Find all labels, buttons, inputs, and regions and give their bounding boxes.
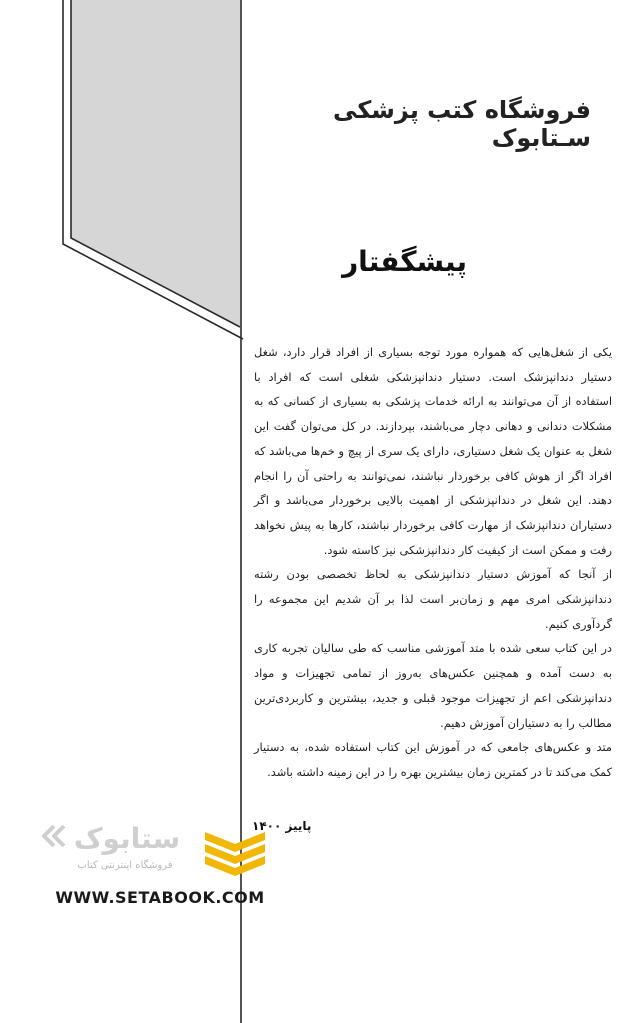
book-stack-icon (205, 832, 265, 876)
gray-side-panel (71, 0, 240, 327)
website-url: WWW.SETABOOK.COM (55, 888, 265, 907)
signature-date: پاییز ۱۴۰۰ (252, 819, 312, 833)
page-title: پیشگفتار (342, 245, 467, 278)
preface-paragraph: متد و عکس‌های جامعی که در آموزش این کتاب استفاده شده، به دستیار کمک می‌کند تا در کمترین زمان بیشترین بهره را در این زمینه داشته باشد. (254, 740, 612, 779)
preface-paragraph: در این کتاب سعی شده با متد آموزشی مناسب که طی سالیان تجربه کاری به دست آمده و همچنین عکس‌های به‌روز از تمامی تجهیزات و مواد دندانپزشکی اعم از تجهیزات موجود قبلی و جدید، بیشترین و کاربردی‌ترین مطالب را به دستیاران آموزش دهیم. (254, 641, 612, 730)
preface-paragraph: یکی از شغل‌هایی که همواره مورد توجه بسیاری از افراد قرار دارد، شغل دستیار دندانپزشک است. دستیار دندانپزشکی شغلی است که افراد با استفاده از آن می‌توانند به ارائه خدمات پزشکی به بسیاری از کسانی که به مشکلات دندانی و دهانی دچار می‌باشند، بپردازند. در کل می‌توان گفت این شغل به عنوان یک شغل دستیاری، دارای یک سری از پیچ و خم‌ها می‌باشد که افراد اگر از هوش کافی برخوردار نباشند، نمی‌توانند به راحتی آن را انجام دهند. این شغل در دندانپزشکی از اهمیت بالایی برخوردار می‌باشد و اگر دستیاران دندانپزشک از مهارت کافی برخوردار نباشند، کارها به پیش نخواهد رفت و ممکن است از کیفیت کار دندانپزشکی نیز کاسته شود. (254, 345, 612, 557)
logo-tagline: فروشگاه اینترنتی کتاب (77, 860, 173, 871)
chevron-arrows-icon (44, 826, 64, 846)
preface-paragraph: از آنجا که آموزش دستیار دندانپزشکی به لحاظ تخصصی بودن رشته دندانپزشکی امری مهم و زمان‌بر است لذا بر آن شدیم این مجموعه را گردآوری کنیم. (254, 567, 612, 631)
preface-body (254, 340, 612, 785)
store-title: فروشگاه کتب پزشکی سـتابوک (333, 96, 591, 152)
logo-wordmark: ستابوک (73, 822, 181, 855)
